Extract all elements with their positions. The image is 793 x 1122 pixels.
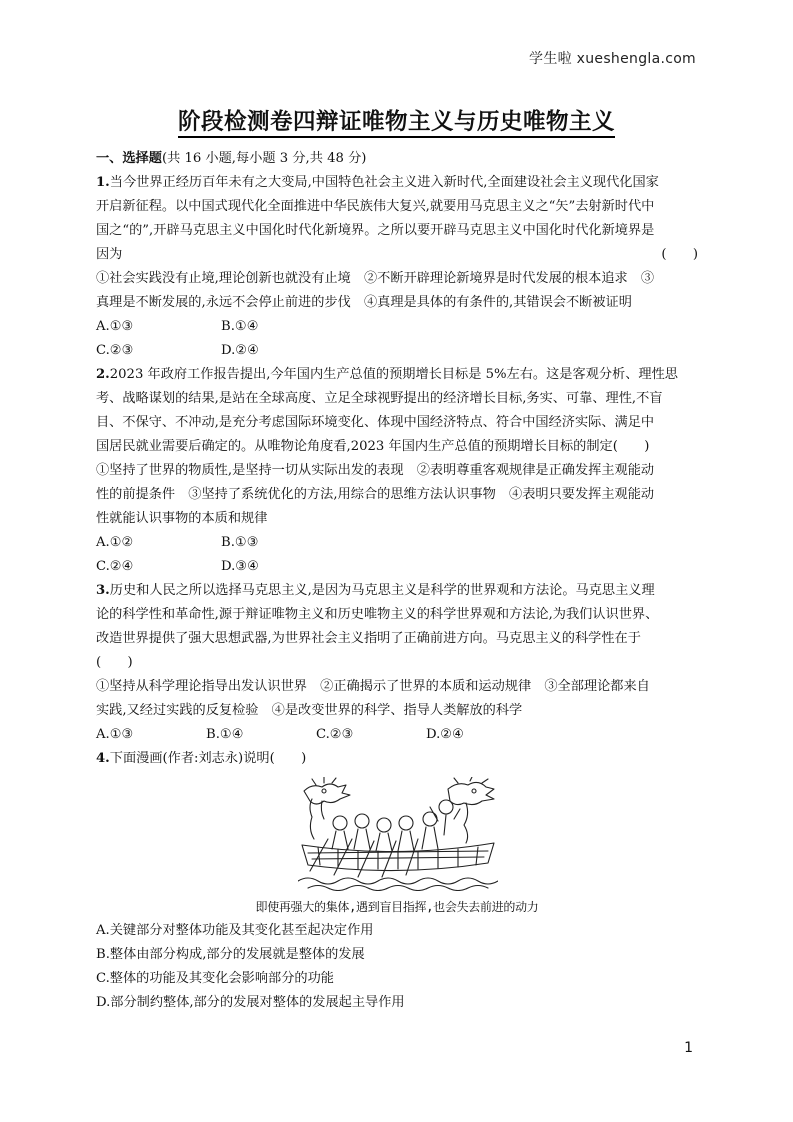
q2-line-2: 考、战略谋划的结果,是站在全球高度、立足全球视野提出的经济增长目标,务实、可靠、理性,不盲 <box>96 391 663 406</box>
q2-option-b: B.①③ <box>221 535 259 550</box>
q1-line-1 <box>96 171 698 195</box>
q1-option-b: B.①④ <box>221 319 259 334</box>
question-3 <box>96 579 698 747</box>
q1-options-row-2 <box>96 339 698 363</box>
q2-statement-line-1: ①坚持了世界的物质性,是坚持一切从实际出发的表现 ②表明尊重客观规律是正确发挥主观能动 <box>96 463 655 478</box>
q1-number: 1. <box>96 175 110 190</box>
q2-line-3: 目、不保守、不冲动,是充分考虑国际环境变化、体现中国经济特点、符合中国经济实际、满足中 <box>96 415 655 430</box>
q4-number: 4. <box>96 751 110 766</box>
q1-options-row-1 <box>96 315 698 339</box>
question-2 <box>96 363 698 579</box>
q1-text-3: 因为 <box>96 247 123 262</box>
q3-line-2: 论的科学性和革命性,源于辩证唯物主义和历史唯物主义的科学世界观和方法论,为我们认识世界、 <box>96 607 659 622</box>
q2-option-c: C.②④ <box>96 559 134 574</box>
q2-option-a: A.①② <box>96 535 134 550</box>
page-title <box>0 104 793 136</box>
q4-option-a: A.关键部分对整体功能及其变化甚至起决定作用 <box>96 923 374 938</box>
q2-options-row-1 <box>96 531 698 555</box>
q3-number: 3. <box>96 583 110 598</box>
q1-line-4 <box>96 243 698 267</box>
comic-container <box>96 777 698 895</box>
q3-option-a: A.①③ <box>96 727 134 742</box>
q1-answer-blank: ( ) <box>661 247 698 262</box>
q4-option-c: C.整体的功能及其变化会影响部分的功能 <box>96 971 334 986</box>
q2-statement-line-3: 性就能认识事物的本质和规律 <box>96 511 268 526</box>
q3-answer-blank: ( ) <box>96 655 133 670</box>
comic-caption: 即使再强大的集体,遇到盲目指挥,也会失去前进的动力 <box>255 900 539 914</box>
q4-option-d: D.部分制约整体,部分的发展对整体的发展起主导作用 <box>96 995 405 1010</box>
q1-option-c: C.②③ <box>96 343 134 358</box>
q3-option-c: C.②③ <box>316 727 354 742</box>
section-heading <box>96 147 698 171</box>
section-note: (共 16 小题,每小题 3 分,共 48 分) <box>161 151 367 166</box>
q2-line-4: 国居民就业需要后确定的。从唯物论角度看,2023 年国内生产总值的预期增长目标的制定( ) <box>96 439 650 454</box>
header-site: 学生啦 xueshengla.com <box>529 51 696 67</box>
section-title: 一、选择题 <box>96 151 162 166</box>
q3-options-row <box>96 723 698 747</box>
q1-statement-line-1: ①社会实践没有止境,理论创新也就没有止境 ②不断开辟理论新境界是时代发展的根本追求 ③ <box>96 271 655 286</box>
page-number: 1 <box>684 1040 693 1056</box>
q2-option-d: D.③④ <box>221 559 259 574</box>
q3-option-b: B.①④ <box>206 727 244 742</box>
q2-statement-line-2: 性的前提条件 ③坚持了系统优化的方法,用综合的思维方法认识事物 ④表明只要发挥主观能动 <box>96 487 655 502</box>
q1-option-d: D.②④ <box>221 343 259 358</box>
q2-text-0: 2023 年政府工作报告提出,今年国内生产总值的预期增长目标是 5%左右。这是客观分析、理性思 <box>109 367 678 382</box>
q1-option-a: A.①③ <box>96 319 134 334</box>
q4-stem: 下面漫画(作者:刘志永)说明( ) <box>109 751 307 766</box>
q4-line-1 <box>96 747 698 771</box>
q3-line-3: 改造世界提供了强大思想武器,为世界社会主义指明了正确前进方向。马克思主义的科学性在于 <box>96 631 641 646</box>
q3-option-d: D.②④ <box>426 727 464 742</box>
q2-line-1 <box>96 363 698 387</box>
q1-line-2: 开启新征程。以中国式现代化全面推进中华民族伟大复兴,就要用马克思主义之“矢”去射新时代中 <box>96 199 655 214</box>
q3-statement-line-1: ①坚持从科学理论指导出发认识世界 ②正确揭示了世界的本质和运动规律 ③全部理论都来自 <box>96 679 650 694</box>
question-4 <box>96 747 698 1015</box>
q2-options-row-2 <box>96 555 698 579</box>
q1-text-0: 当今世界正经历百年未有之大变局,中国特色社会主义进入新时代,全面建设社会主义现代化国家 <box>109 175 659 190</box>
content <box>96 147 698 1015</box>
q3-statement-line-2: 实践,又经过实践的反复检验 ④是改变世界的科学、指导人类解放的科学 <box>96 703 523 718</box>
q3-text-0: 历史和人民之所以选择马克思主义,是因为马克思主义是科学的世界观和方法论。马克思主义理 <box>109 583 655 598</box>
q1-line-3: 国之“的”,开辟马克思主义中国化时代化新境界。之所以要开辟马克思主义中国化时代化新境界是 <box>96 223 655 238</box>
q3-line-1 <box>96 579 698 603</box>
dragon-boat-comic-image <box>298 777 498 891</box>
q4-option-b: B.整体由部分构成,部分的发展就是整体的发展 <box>96 947 365 962</box>
q1-statement-line-2: 真理是不断发展的,永远不会停止前进的步伐 ④真理是具体的有条件的,其错误会不断被证明 <box>96 295 632 310</box>
q2-number: 2. <box>96 367 110 382</box>
question-1 <box>96 171 698 363</box>
title-text: 阶段检测卷四辩证唯物主义与历史唯物主义 <box>178 109 615 138</box>
